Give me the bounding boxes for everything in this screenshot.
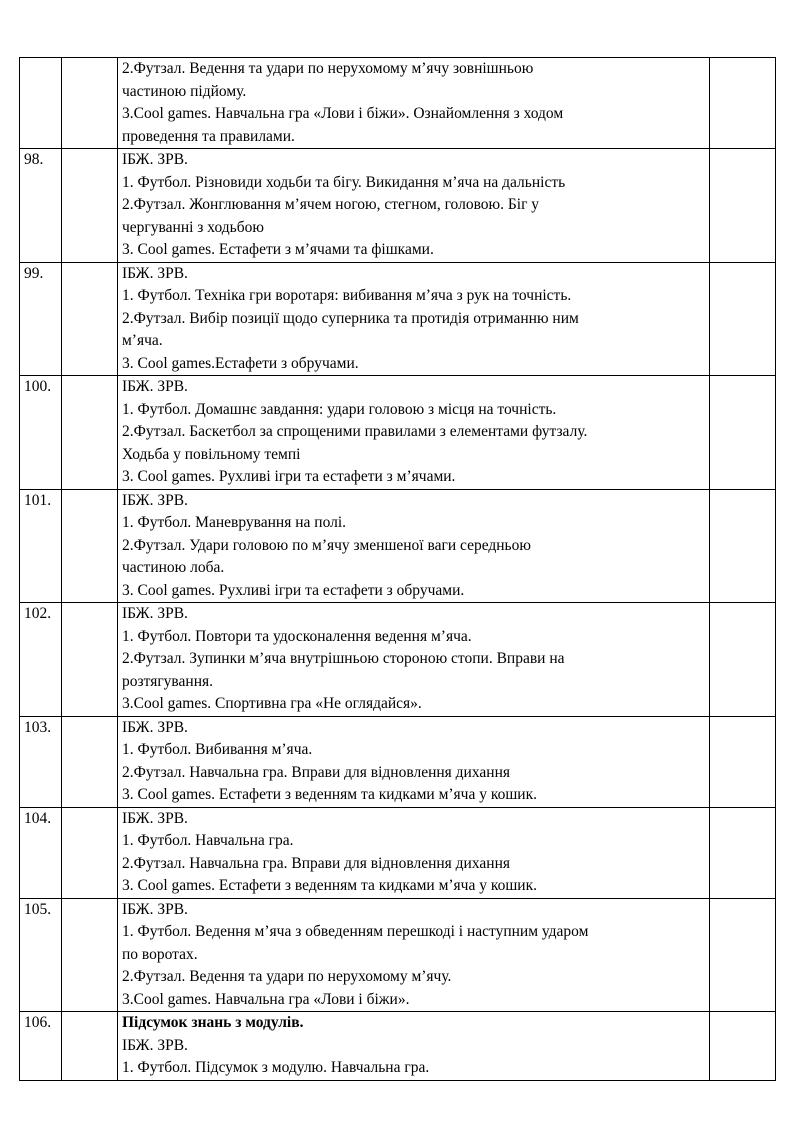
lesson-number: 105. <box>20 898 62 1012</box>
note-cell <box>710 149 776 263</box>
date-cell <box>62 489 118 603</box>
lesson-line: 2.Футзал. Жонглювання м’ячем ногою, стегном, головою. Біг у <box>122 196 540 213</box>
lesson-line: 2.Футзал. Навчальна гра. Вправи для відновлення дихання <box>122 763 510 781</box>
lesson-line: 3. Cool games. Естафети з веденням та кидками м’яча у кошик. <box>122 786 537 803</box>
date-cell <box>62 716 118 807</box>
lesson-content <box>118 807 710 898</box>
lesson-content <box>118 262 710 376</box>
lesson-content <box>118 149 710 263</box>
table-row <box>20 807 776 898</box>
lesson-line: ІБЖ. ЗРВ. <box>122 605 188 622</box>
lesson-content <box>118 58 710 149</box>
table-row <box>20 376 776 490</box>
lesson-plan-table <box>19 57 776 1081</box>
lesson-line: 2.Футзал. Удари головою по м’ячу зменшеної ваги середньою <box>122 536 531 554</box>
lesson-line: чергуванні з ходьбою <box>122 218 264 236</box>
note-cell <box>710 807 776 898</box>
lesson-plan-body <box>20 58 776 1081</box>
lesson-line: 3. Cool games. Естафети з веденням та кидками м’яча у кошик. <box>122 877 537 894</box>
lesson-line: 3. Cool games. Рухливі ігри та естафети з м’ячами. <box>122 468 456 485</box>
note-cell <box>710 716 776 807</box>
lesson-line: 3.Cool games. Навчальна гра «Лови і біжи». Ознайомлення з ходом <box>122 105 564 122</box>
lesson-number <box>20 58 62 149</box>
lesson-line: 2.Футзал. Баскетбол за спрощеними правилами з елементами футзалу. <box>122 423 588 440</box>
lesson-line: ІБЖ. ЗРВ. <box>122 264 188 282</box>
note-cell <box>710 489 776 603</box>
note-cell <box>710 262 776 376</box>
lesson-number: 106. <box>20 1012 62 1081</box>
lesson-line: 2.Футзал. Вибір позиції щодо суперника та протидія отриманню ним <box>122 309 579 327</box>
lesson-line: проведення та правилами. <box>122 127 295 145</box>
lesson-line: 3. Cool games. Рухливі ігри та естафети з обручами. <box>122 581 465 599</box>
lesson-line: 1. Футбол. Домашнє завдання: удари головою з місця на точність. <box>122 400 557 418</box>
lesson-number: 101. <box>20 489 62 603</box>
lesson-number: 103. <box>20 716 62 807</box>
date-cell <box>62 262 118 376</box>
lesson-number: 104. <box>20 807 62 898</box>
lesson-line: 1. Футбол. Вибивання м’яча. <box>122 741 313 758</box>
lesson-line: 1. Футбол. Ведення м’яча з обведенням перешкоді і наступним ударом <box>122 923 589 940</box>
lesson-content <box>118 716 710 807</box>
lesson-line: 3.Cool games. Навчальна гра «Лови і біжи». <box>122 990 410 1008</box>
lesson-number: 98. <box>20 149 62 263</box>
lesson-heading: Підсумок знань з модулів. <box>122 1014 304 1031</box>
lesson-line: ІБЖ. ЗРВ. <box>122 809 188 827</box>
lesson-line: 1. Футбол. Повтори та удосконалення ведення м’яча. <box>122 627 472 645</box>
lesson-line: 2.Футзал. Зупинки м’яча внутрішньою стороною стопи. Вправи на <box>122 650 565 667</box>
date-cell <box>62 58 118 149</box>
table-row <box>20 603 776 717</box>
lesson-line: 3. Cool games. Естафети з м’ячами та фішками. <box>122 241 434 258</box>
lesson-line: ІБЖ. ЗРВ. <box>122 1036 188 1054</box>
date-cell <box>62 149 118 263</box>
lesson-line: 1. Футбол. Різновиди ходьби та бігу. Викидання м’яча на дальність <box>122 173 566 191</box>
lesson-number: 100. <box>20 376 62 490</box>
lesson-line: 3. Cool games.Естафети з обручами. <box>122 354 359 372</box>
lesson-line: 2.Футзал. Навчальна гра. Вправи для відновлення дихання <box>122 854 510 872</box>
table-row <box>20 149 776 263</box>
note-cell <box>710 58 776 149</box>
table-row <box>20 262 776 376</box>
lesson-line: по воротах. <box>122 945 198 963</box>
table-row <box>20 58 776 149</box>
lesson-line: ІБЖ. ЗРВ. <box>122 491 188 509</box>
lesson-line: ІБЖ. ЗРВ. <box>122 151 188 168</box>
lesson-line: частиною лоба. <box>122 559 225 576</box>
date-cell <box>62 603 118 717</box>
lesson-number: 102. <box>20 603 62 717</box>
date-cell <box>62 376 118 490</box>
lesson-line: частиною підйому. <box>122 82 247 100</box>
lesson-line: 2.Футзал. Ведення та удари по нерухомому м’ячу. <box>122 968 452 985</box>
lesson-content <box>118 603 710 717</box>
lesson-line: 1. Футбол. Підсумок з модулю. Навчальна гра. <box>122 1059 430 1076</box>
lesson-content <box>118 1012 710 1081</box>
lesson-line: ІБЖ. ЗРВ. <box>122 378 188 395</box>
lesson-line: 3.Cool games. Спортивна гра «Не оглядайся». <box>122 695 422 712</box>
date-cell <box>62 1012 118 1081</box>
lesson-line: 1. Футбол. Навчальна гра. <box>122 832 294 849</box>
note-cell <box>710 1012 776 1081</box>
lesson-line: Ходьба у повільному темпі <box>122 445 301 463</box>
lesson-content <box>118 376 710 490</box>
lesson-line: 1. Футбол. Маневрування на полі. <box>122 514 347 531</box>
lesson-line: ІБЖ. ЗРВ. <box>122 718 188 736</box>
date-cell <box>62 807 118 898</box>
table-row <box>20 898 776 1012</box>
lesson-content <box>118 489 710 603</box>
lesson-line: 1. Футбол. Техніка гри воротаря: вибивання м’яча з рук на точність. <box>122 287 572 304</box>
lesson-line: розтягування. <box>122 672 214 690</box>
date-cell <box>62 898 118 1012</box>
note-cell <box>710 603 776 717</box>
note-cell <box>710 898 776 1012</box>
lesson-line: 2.Футзал. Ведення та удари по нерухомому м’ячу зовнішньою <box>122 60 534 77</box>
lesson-line: ІБЖ. ЗРВ. <box>122 900 188 918</box>
note-cell <box>710 376 776 490</box>
lesson-line: м’яча. <box>122 332 163 349</box>
lesson-content <box>118 898 710 1012</box>
table-row <box>20 716 776 807</box>
table-row <box>20 489 776 603</box>
lesson-number: 99. <box>20 262 62 376</box>
table-row <box>20 1012 776 1081</box>
